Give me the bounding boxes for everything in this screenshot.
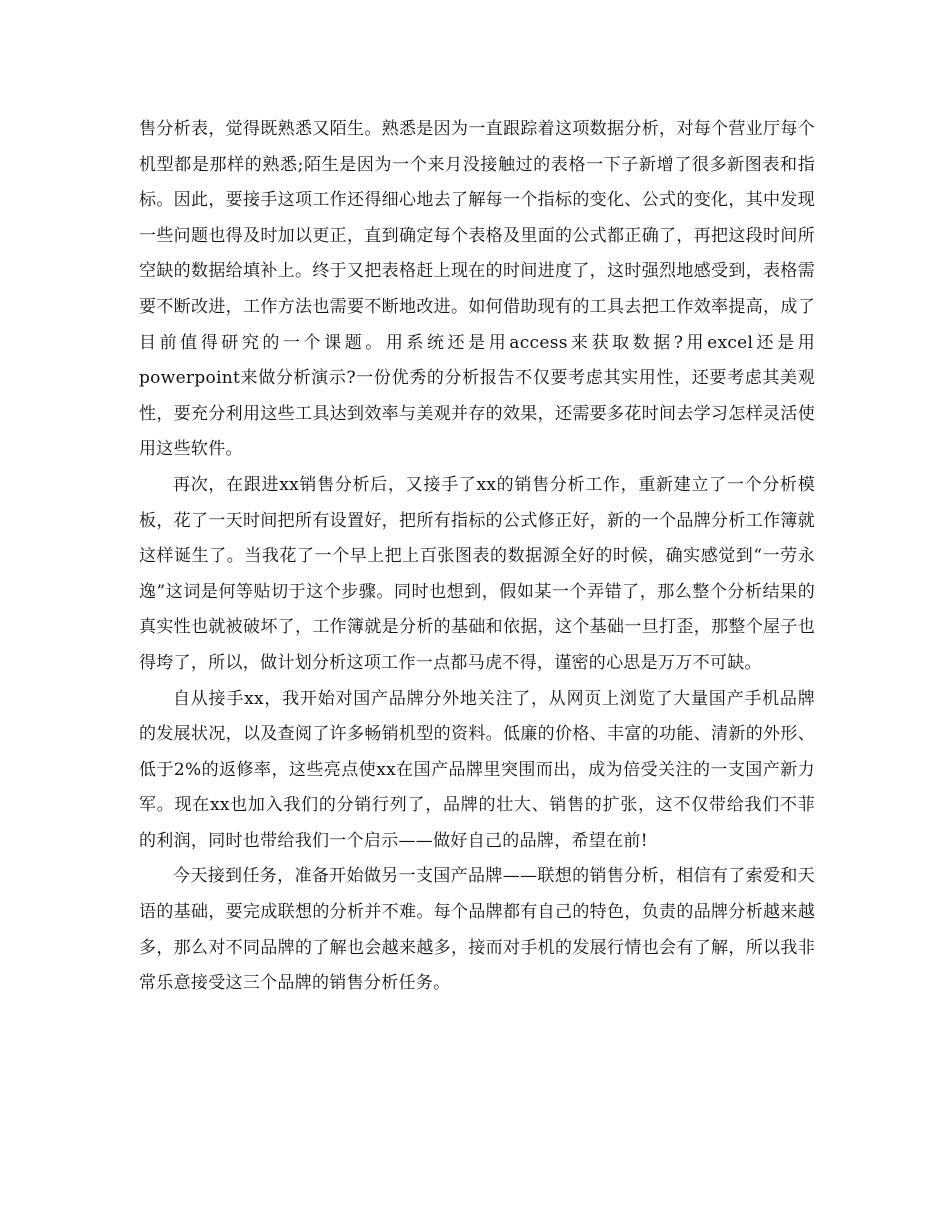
paragraph-3: 自从接手xx，我开始对国产品牌分外地关注了，从网页上浏览了大量国产手机品牌的发展状况，以及查阅了许多畅销机型的资料。低廉的价格、丰富的功能、清新的外形、低于2%的返修率，这些亮点使xx在国产品牌里突围而出，成为倍受关注的一支国产新力军。现在xx也加入我们的分销行列了，品牌的壮大、销售的扩张，这不仅带给我们不菲的利润，同时也带给我们一个启示——做好自己的品牌，希望在前! xyxy=(139,688,815,851)
paragraph-1: 售分析表，觉得既熟悉又陌生。熟悉是因为一直跟踪着这项数据分析，对每个营业厅每个机型都是那样的熟悉;陌生是因为一个来月没接触过的表格一下子新增了很多新图表和指标。因此，要接手这项工作还得细心地去了解每一个指标的变化、公式的变化，其中发现一些问题也得及时加以更正，直到确定每个表格及里面的公式都正确了，再把这段时间所空缺的数据给填补上。终于又把表格赶上现在的时间进度了，这时强烈地感受到，表格需要不断改进，工作方法也需要不断地改进。如何借助现有的工具去把工作效率提高，成了目前值得研究的一个课题。用系统还是用access来获取数据?用excel还是用powerpoint来做分析演示?一份优秀的分析报告不仅要考虑其实用性，还要考虑其美观性，要充分利用这些工具达到效率与美观并存的效果，还需要多花时间去学习怎样灵活使用这些软件。 xyxy=(139,119,815,460)
paragraph-2: 再次，在跟进xx销售分析后，又接手了xx的销售分析工作，重新建立了一个分析模板，花了一天时间把所有设置好，把所有指标的公式修正好，新的一个品牌分析工作簿就这样诞生了。当我花了一个早上把上百张图表的数据源全好的时候，确实感觉到“一劳永逸”这词是何等贴切于这个步骤。同时也想到，假如某一个弄错了，那么整个分析结果的真实性也就被破坏了，工作簿就是分析的基础和依据，这个基础一旦打歪，那整个屋子也得垮了，所以，做计划分析这项工作一点都马虎不得，谨密的心思是万万不可缺。 xyxy=(139,474,815,673)
document-body xyxy=(139,112,815,1002)
paragraph-4: 今天接到任务，准备开始做另一支国产品牌——联想的销售分析，相信有了索爱和天语的基础，要完成联想的分析并不难。每个品牌都有自己的特色，负责的品牌分析越来越多，那么对不同品牌的了解也会越来越多，接而对手机的发展行情也会有了解，所以我非常乐意接受这三个品牌的销售分析任务。 xyxy=(139,866,815,994)
